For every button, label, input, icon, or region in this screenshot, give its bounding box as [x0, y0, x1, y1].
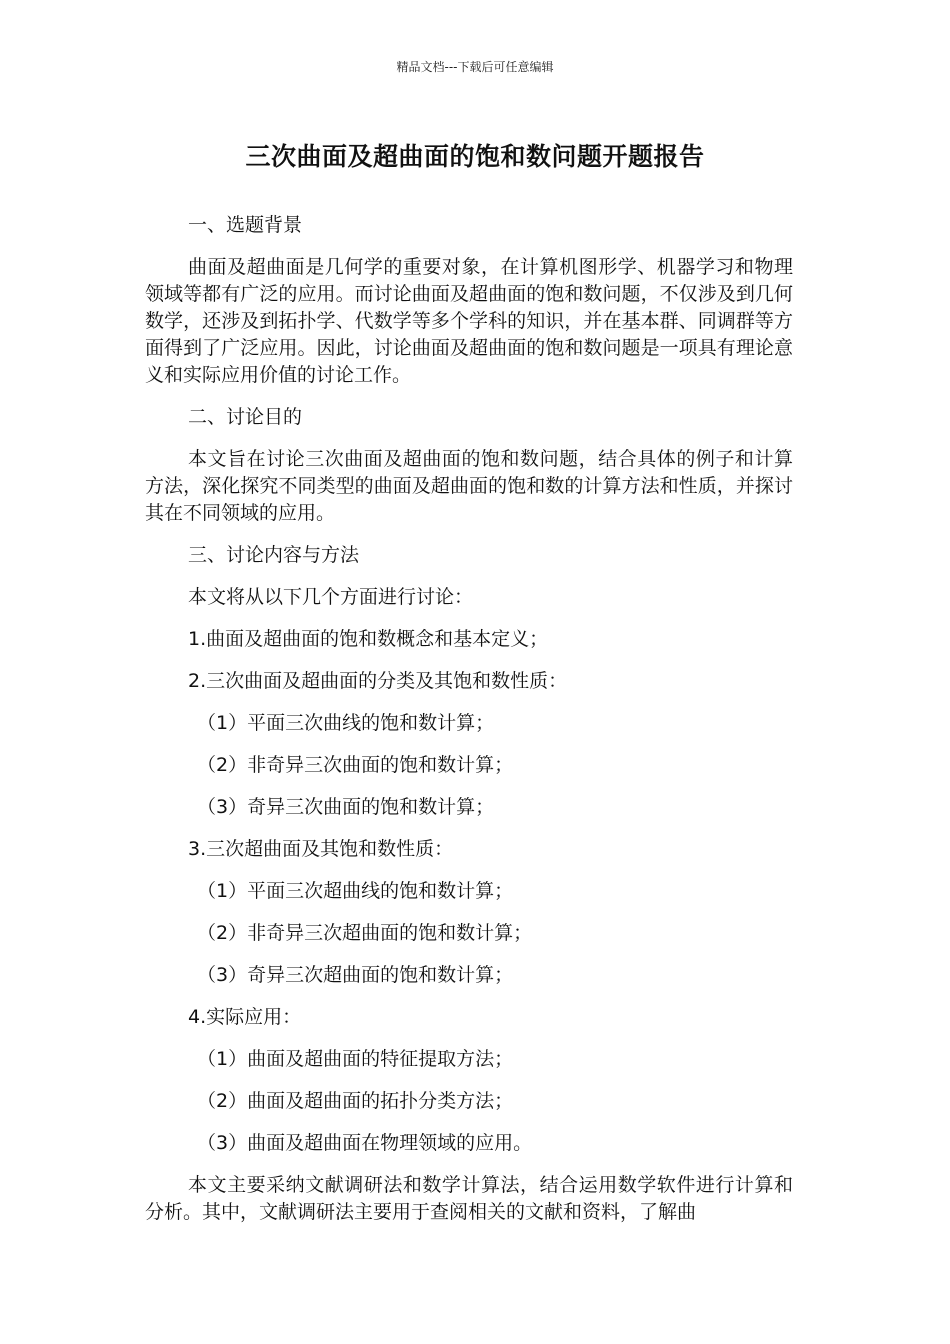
paragraph-intro: 本文将从以下几个方面进行讨论：	[188, 586, 474, 608]
list-item-1: 1.曲面及超曲面的饱和数概念和基本定义；	[188, 628, 549, 650]
section-heading-content-method: 三、讨论内容与方法	[188, 544, 360, 566]
list-subitem-3-2: （2）非奇异三次超曲面的饱和数计算；	[197, 922, 533, 944]
document-body	[145, 212, 793, 1226]
paragraph-purpose: 本文旨在讨论三次曲面及超曲面的饱和数问题，结合具体的例子和计算方法，深化探究不同类型的曲面及超曲面的饱和数的计算方法和性质，并探讨其在不同领域的应用。	[145, 448, 793, 524]
list-subitem-3-3: （3）奇异三次超曲面的饱和数计算；	[197, 964, 514, 986]
paragraph-background: 曲面及超曲面是几何学的重要对象，在计算机图形学、机器学习和物理领域等都有广泛的应用。而讨论曲面及超曲面的饱和数问题，不仅涉及到几何数学，还涉及到拓扑学、代数学等多个学科的知识，并在基本群、同调群等方面得到了广泛应用。因此，讨论曲面及超曲面的饱和数问题是一项具有理论意义和实际应用价值的讨论工作。	[145, 256, 793, 386]
list-item-3: 3.三次超曲面及其饱和数性质：	[188, 838, 454, 860]
list-subitem-4-2: （2）曲面及超曲面的拓扑分类方法；	[197, 1090, 514, 1112]
section-heading-purpose: 二、讨论目的	[188, 406, 303, 428]
list-subitem-2-3: （3）奇异三次曲面的饱和数计算；	[197, 796, 495, 818]
list-item-2: 2.三次曲面及超曲面的分类及其饱和数性质：	[188, 670, 568, 692]
list-item-4: 4.实际应用：	[188, 1006, 302, 1028]
document-title: 三次曲面及超曲面的饱和数问题开题报告	[245, 142, 705, 171]
list-subitem-3-1: （1）平面三次超曲线的饱和数计算；	[197, 880, 514, 902]
list-subitem-4-3: （3）曲面及超曲面在物理领域的应用。	[197, 1132, 533, 1154]
list-subitem-2-1: （1）平面三次曲线的饱和数计算；	[197, 712, 495, 734]
header-note: 精品文档---下载后可任意编辑	[396, 60, 554, 74]
list-subitem-2-2: （2）非奇异三次曲面的饱和数计算；	[197, 754, 514, 776]
paragraph-methods: 本文主要采纳文献调研法和数学计算法，结合运用数学软件进行计算和分析。其中，文献调研法主要用于查阅相关的文献和资料，了解曲	[145, 1174, 793, 1223]
list-subitem-4-1: （1）曲面及超曲面的特征提取方法；	[197, 1048, 514, 1070]
section-heading-background: 一、选题背景	[188, 214, 303, 236]
